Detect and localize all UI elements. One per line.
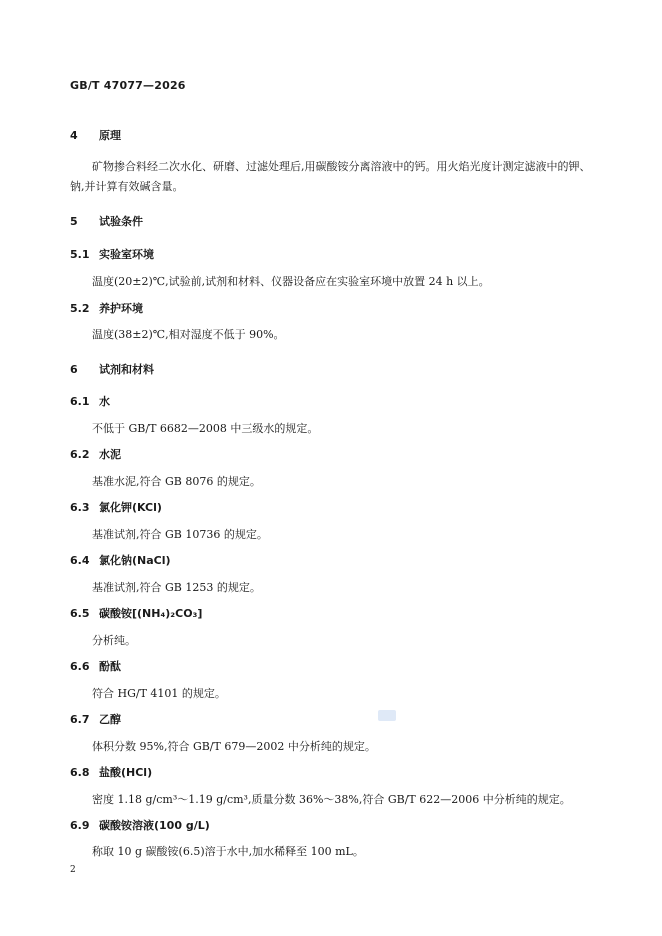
section-number: 5.1 (70, 248, 90, 261)
section-6-5-text: 分析纯。 (92, 634, 136, 647)
section-number: 6.7 (70, 713, 90, 726)
section-number: 6.9 (70, 819, 90, 832)
section-title: 试验条件 (99, 215, 143, 228)
section-title: 乙醇 (99, 713, 121, 726)
section-number: 6.5 (70, 607, 90, 620)
section-number: 6.1 (70, 395, 90, 408)
section-heading-6-5 (70, 605, 202, 621)
standard-code: GB/T 47077—2026 (70, 79, 186, 92)
section-title: 酚酞 (99, 660, 121, 673)
section-heading-6-7 (70, 711, 121, 727)
section-heading-4 (70, 127, 121, 143)
section-6-8-text: 密度 1.18 g/cm³～1.19 g/cm³,质量分数 36%～38%,符合 GB/T 622—2006 中分析纯的规定。 (92, 793, 571, 806)
section-number: 6.4 (70, 554, 90, 567)
section-number: 6.2 (70, 448, 90, 461)
page-number: 2 (70, 865, 76, 875)
section-number: 6 (70, 363, 78, 376)
section-title: 碳酸铵[(NH₄)₂CO₃] (99, 607, 203, 620)
section-heading-6-1 (70, 393, 110, 409)
section-6-7-text: 体积分数 95%,符合 GB/T 679—2002 中分析纯的规定。 (92, 740, 376, 753)
section-heading-6-4 (70, 552, 171, 568)
section-title: 水泥 (99, 448, 121, 461)
section-number: 6.8 (70, 766, 90, 779)
section-6-1-text: 不低于 GB/T 6682—2008 中三级水的规定。 (92, 422, 319, 435)
watermark-logo (378, 710, 396, 721)
section-heading-6-8 (70, 764, 152, 780)
section-6-3-text: 基准试剂,符合 GB 10736 的规定。 (92, 528, 268, 541)
section-heading-6-2 (70, 446, 121, 462)
section-heading-6-9 (70, 817, 210, 833)
section-title: 氯化钾(KCl) (99, 501, 162, 514)
section-title: 水 (99, 395, 110, 408)
section-title: 试剂和材料 (99, 363, 154, 376)
section-6-6-text: 符合 HG/T 4101 的规定。 (92, 687, 226, 700)
section-heading-6-3 (70, 499, 162, 515)
section-4-text: 矿物掺合料经二次水化、研磨、过滤处理后,用碳酸铵分离溶液中的钙。用火焰光度计测定滤液中的钾、钠,并计算有效碱含量。 (70, 160, 591, 193)
section-heading-5-1 (70, 246, 154, 262)
section-title: 养护环境 (99, 302, 143, 315)
section-5-1-text: 温度(20±2)℃,试验前,试剂和材料、仪器设备应在实验室环境中放置 24 h 以上。 (92, 275, 490, 288)
section-6-4-text: 基准试剂,符合 GB 1253 的规定。 (92, 581, 261, 594)
section-6-2-text: 基准水泥,符合 GB 8076 的规定。 (92, 475, 261, 488)
section-title: 碳酸铵溶液(100 g/L) (99, 819, 210, 832)
section-heading-5 (70, 213, 143, 229)
section-number: 6.3 (70, 501, 90, 514)
section-title: 原理 (99, 129, 121, 142)
section-title: 盐酸(HCl) (99, 766, 153, 779)
section-number: 6.6 (70, 660, 90, 673)
section-number: 5.2 (70, 302, 90, 315)
section-number: 5 (70, 215, 78, 228)
section-heading-5-2 (70, 300, 143, 316)
section-heading-6-6 (70, 658, 121, 674)
section-title: 氯化钠(NaCl) (99, 554, 171, 567)
section-5-2-text: 温度(38±2)℃,相对湿度不低于 90%。 (92, 328, 285, 341)
section-heading-6 (70, 361, 154, 377)
section-number: 4 (70, 129, 78, 142)
section-6-9-text: 称取 10 g 碳酸铵(6.5)溶于水中,加水稀释至 100 mL。 (92, 845, 364, 858)
section-title: 实验室环境 (99, 248, 154, 261)
